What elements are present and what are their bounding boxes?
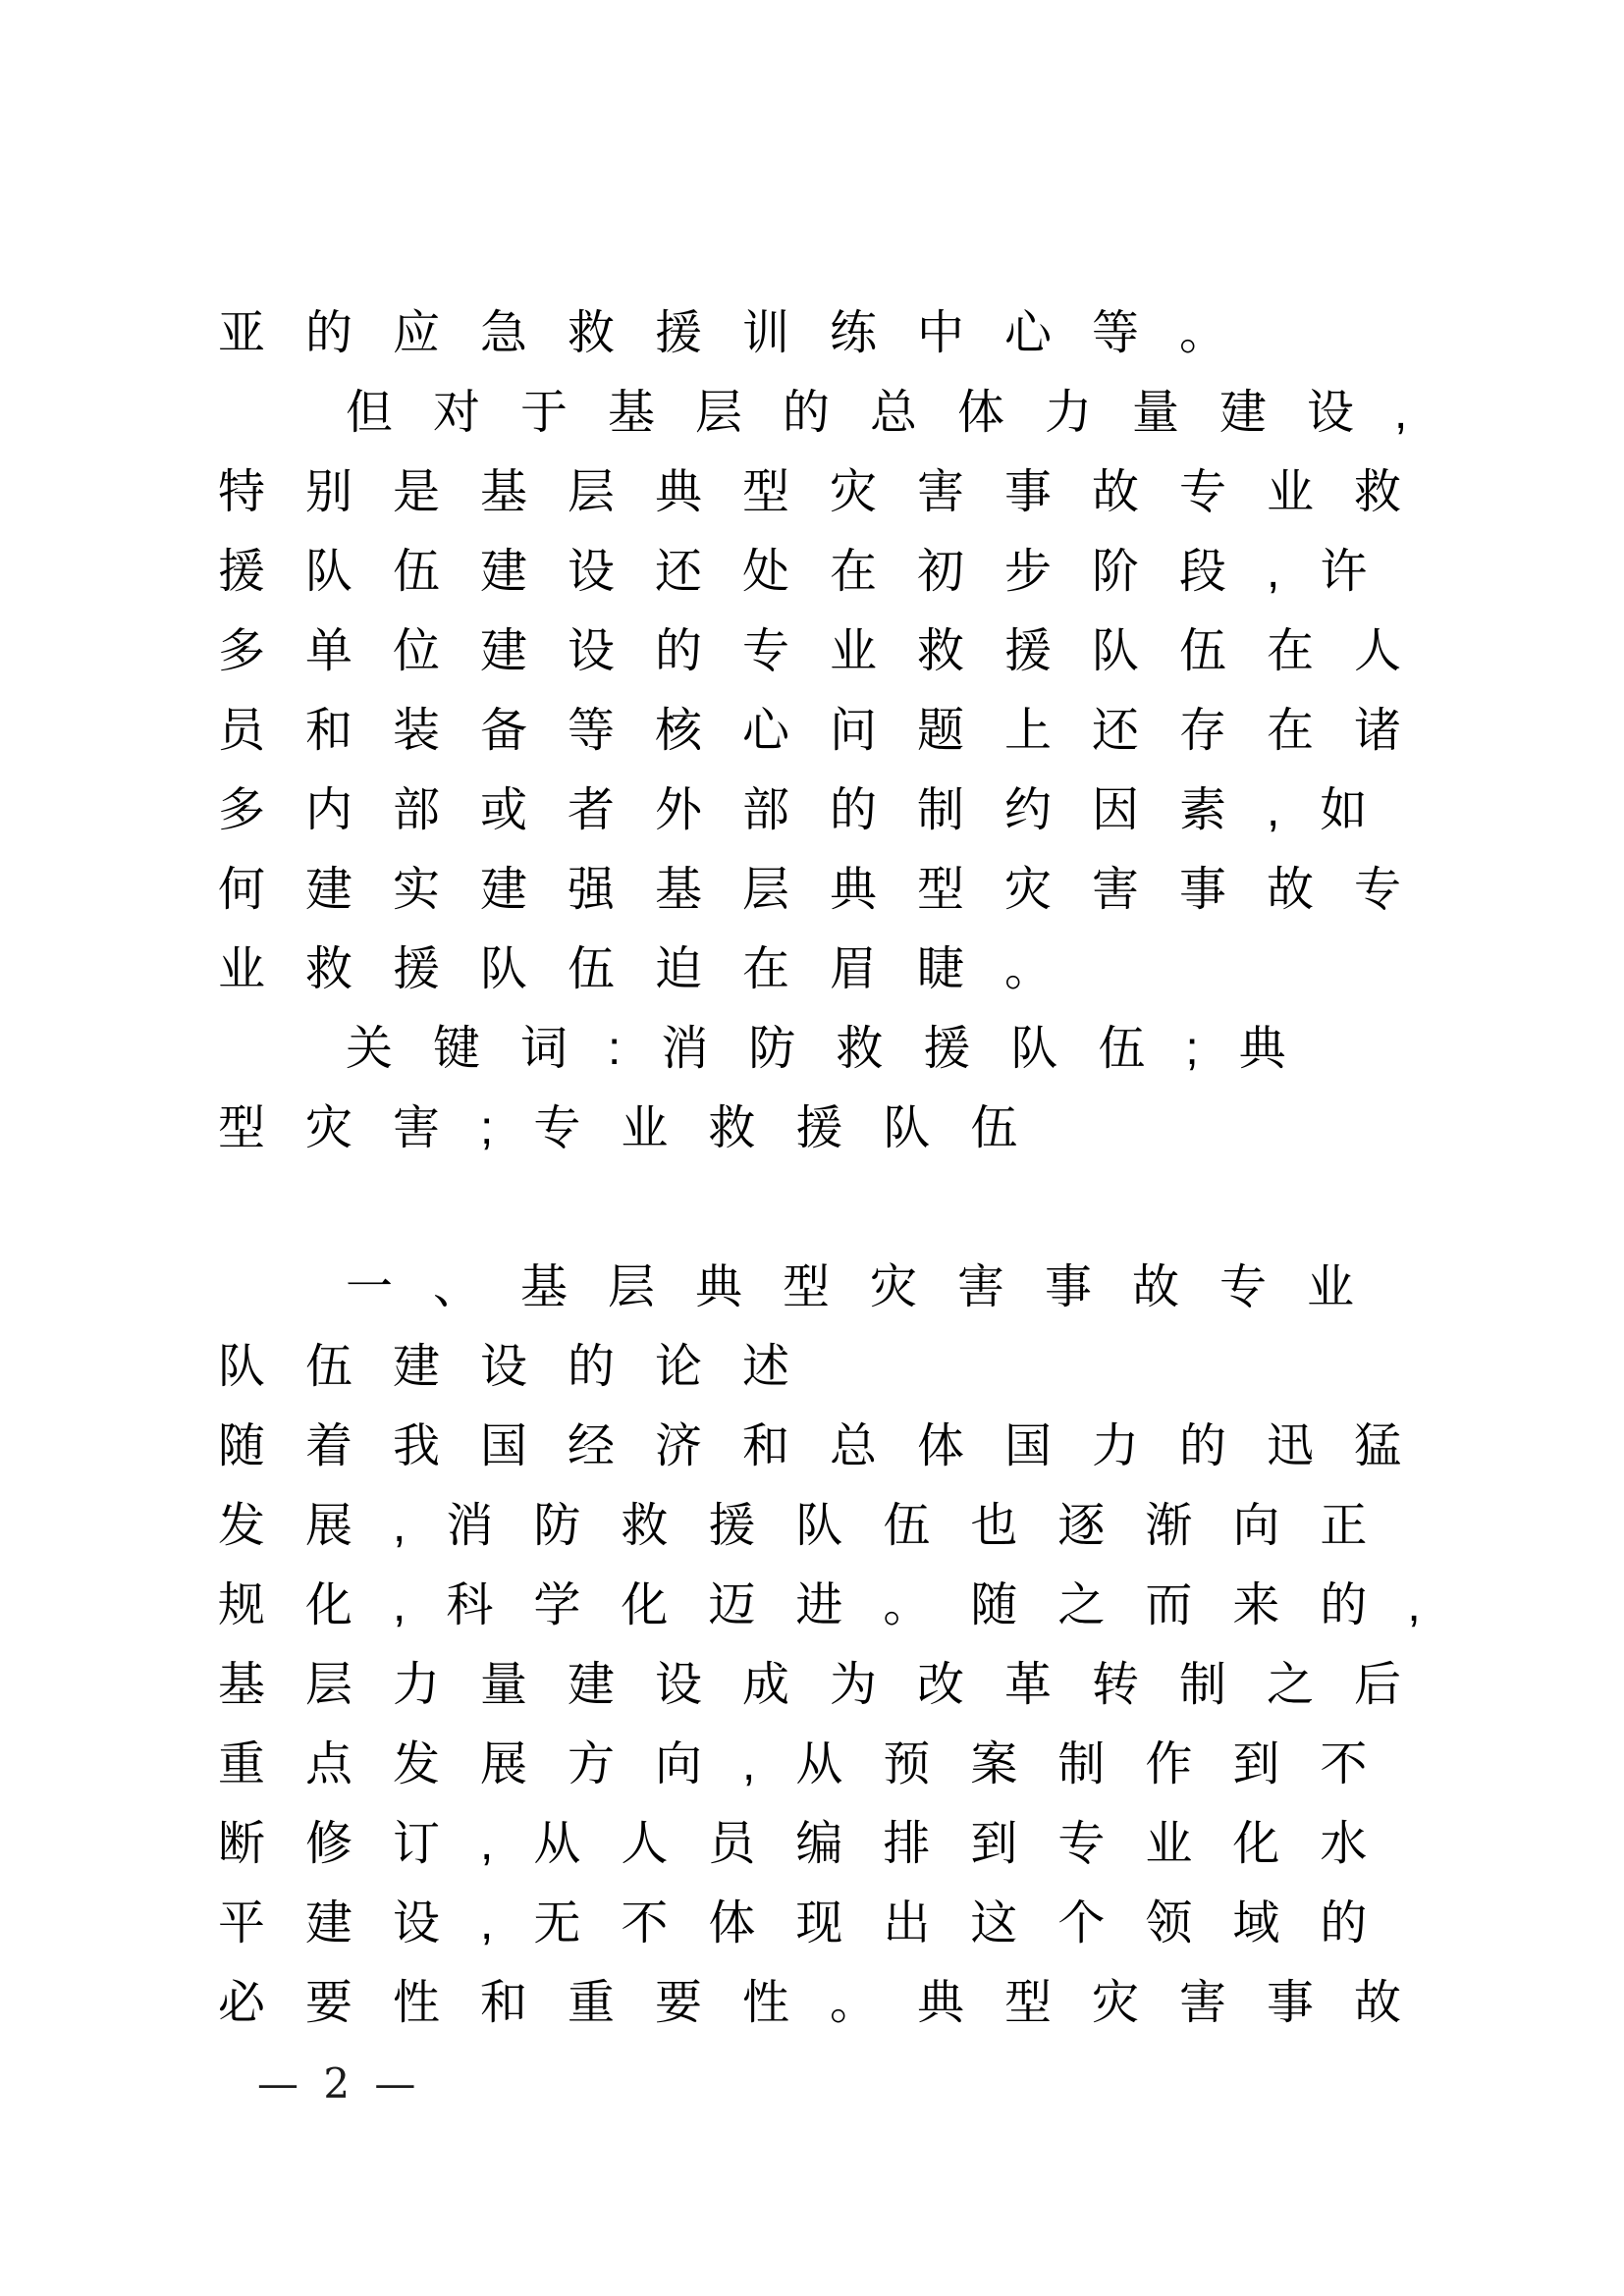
text-column	[218, 289, 1475, 2038]
body-line: 员和装备等核心问题上还存在诸	[218, 705, 1442, 757]
blank-line	[218, 1163, 1475, 1243]
body-line: 基层力量建设成为改革转制之后	[218, 1659, 1442, 1711]
body-line: 发展,消防救援队伍也逐渐向正	[218, 1500, 1408, 1552]
body-line: 必要性和重要性。典型灾害事故	[218, 1977, 1442, 2029]
body-line: 平建设,无不体现出这个领域的	[218, 1897, 1408, 1949]
body-line: 业救援队伍迫在眉睫。	[218, 943, 1093, 995]
body-line: 特别是基层典型灾害事故专业救	[218, 466, 1442, 518]
body-line: 断修订,从人员编排到专业化水	[218, 1818, 1408, 1870]
body-line: 多内部或者外部的制约因素,如	[218, 784, 1408, 836]
body-line: 重点发展方向,从预案制作到不	[218, 1738, 1408, 1790]
keywords-line: 型灾害;专业救援队伍	[218, 1102, 1058, 1154]
keywords-line: 关键词:消防救援队伍;典	[346, 1023, 1326, 1075]
section-heading-line: 队伍建设的论述	[218, 1341, 831, 1393]
section-heading-line: 一、基层典型灾害事故专业	[346, 1261, 1395, 1313]
body-line: 何建实建强基层典型灾害事故专	[218, 864, 1442, 916]
body-line: 援队伍建设还处在初步阶段,许	[218, 546, 1408, 598]
body-line: 亚的应急救援训练中心等。	[218, 307, 1268, 359]
paragraph-start-line: 但对于基层的总体力量建设,	[346, 387, 1448, 439]
body-line: 随着我国经济和总体国力的迅猛	[218, 1420, 1442, 1472]
body-line: 多单位建设的专业救援队伍在人	[218, 625, 1442, 677]
body-line: 规化,科学化迈进。随之而来的,	[218, 1579, 1461, 1631]
page-number: — 2 —	[257, 2059, 422, 2108]
